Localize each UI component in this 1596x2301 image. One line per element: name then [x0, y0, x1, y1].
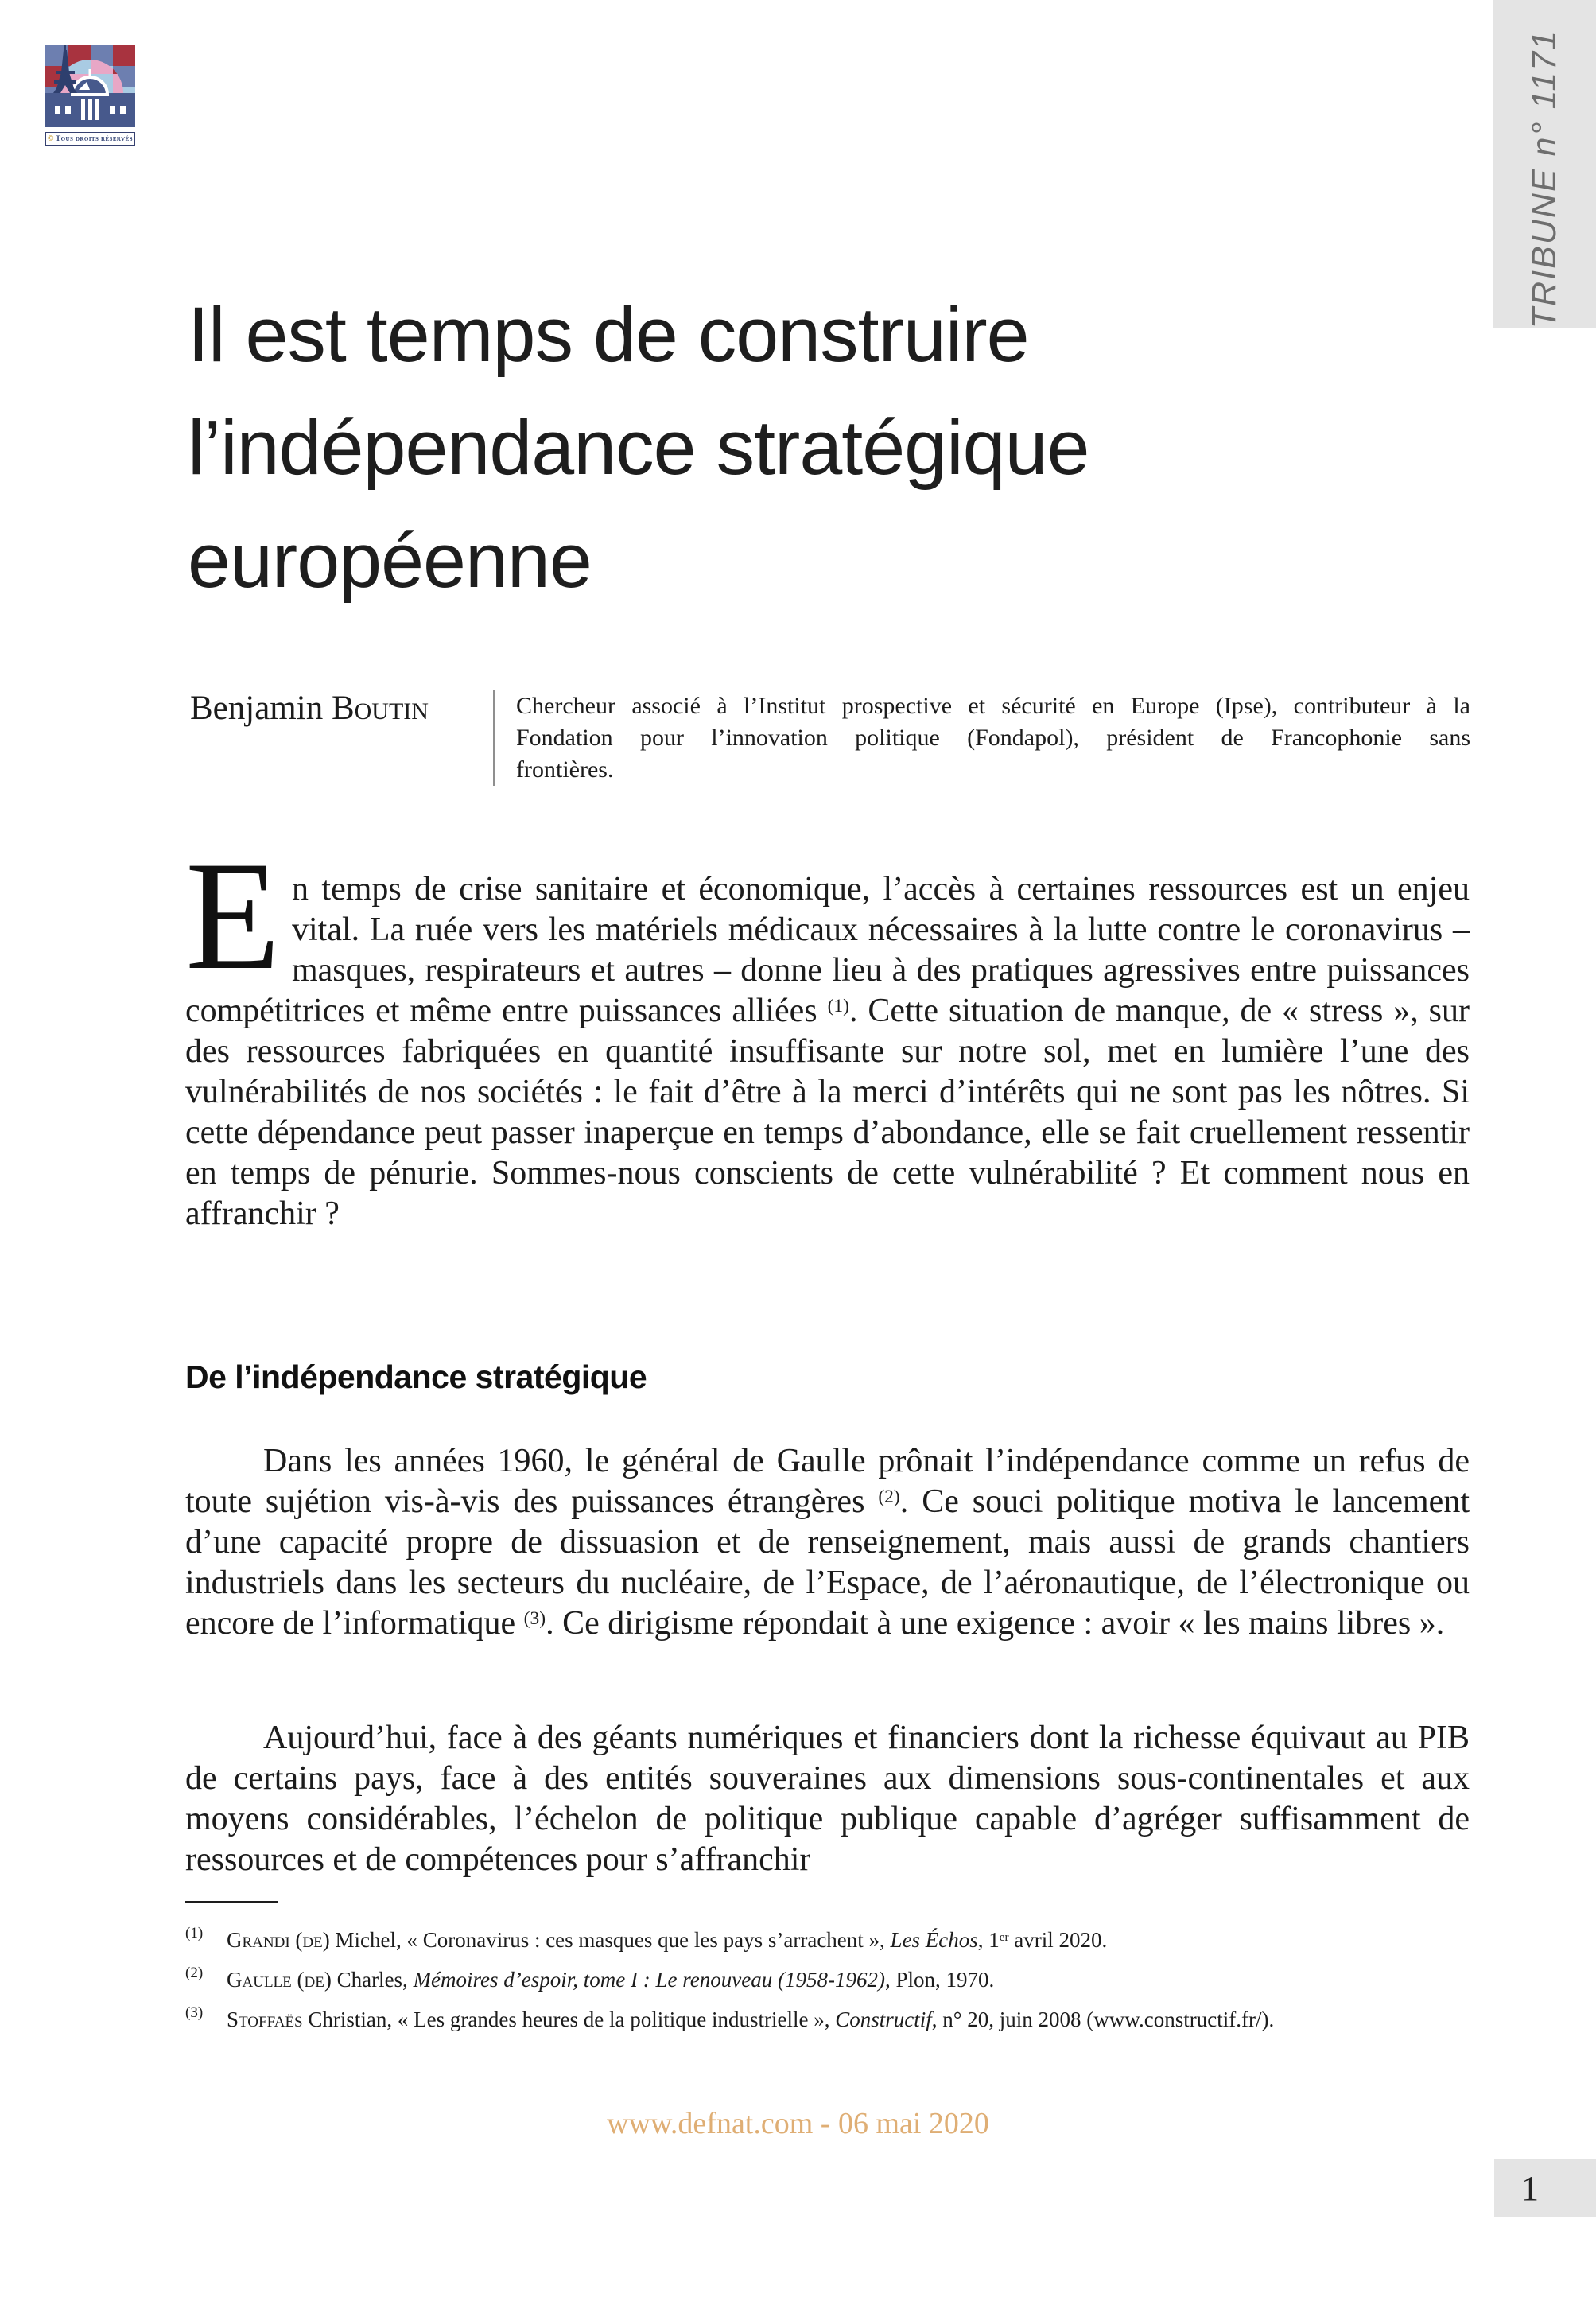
footnote — [185, 1920, 1497, 1960]
author-last-name: Boutin — [331, 690, 429, 727]
footer-url-date: www.defnat.com - 06 mai 2020 — [607, 2107, 989, 2140]
page-number-box — [1494, 2159, 1596, 2217]
bio-line: Fondation pour l’innovation politique (Fondapol), président de Francophonie sans — [516, 725, 1470, 751]
lead-paragraph-text: n temps de crise sanitaire et économique, l’accès à certaines ressources est un enjeu vital. La ruée vers les matériels médicaux nécessaires à la lutte contre le coronavirus – masques, respirateurs et autres – donne lieu à des pratiques agressives entre puissances compétitrices et même entre puissances alliées $^{(1)}$. Cette situation de manque, de « stress », sur des ressources fabriquées en quantité insuffisante sur notre sol, met en lumière l’une des vulnérabilités de nos sociétés : le fait d’être à la merci d’intérêts qui ne sont pas les nôtres. Si cette dépendance peut passer inaperçue en temps d’abondance, elle se fait cruellement ressentir en temps de pénurie. Sommes-nous conscients de cette vulnérabilité ? Et comment nous en affranchir ? — [185, 871, 1470, 1232]
footnote-marker: (3) — [185, 2004, 204, 2021]
title-line: l’indépendance stratégique — [188, 404, 1089, 491]
paragraph: Dans les années 1960, le général de Gaulle prônait l’indépendance comme un refus de toute sujétion vis-à-vis des puissances étrangères $^{(2)}$. Ce souci politique motiva le lancement d’une capacité propre de dissuasion et de renseignement, mais aussi de grands chantiers industriels dans les secteurs du nucléaire, de l’Espace, de l’aéronautique, de l’électronique ou encore de l’informatique $^{(3)}$. Ce dirigisme répondait à une exigence : avoir « les mains libres ». — [185, 1443, 1470, 1642]
tribune-side-band — [1493, 0, 1596, 328]
logo-copyright — [45, 132, 135, 146]
footnote-separator — [185, 1901, 278, 1903]
author-name — [190, 690, 472, 727]
author-first-name: Benjamin — [190, 690, 324, 727]
article-title — [188, 278, 1089, 617]
author-block — [190, 690, 1470, 786]
footnote-text: Gaulle (de) Charles, Mémoires d’espoir, tome I : Le renouveau (1958-1962), Plon, 1970. — [227, 1968, 995, 1992]
page-number: 1 — [1521, 2168, 1539, 2208]
tribune-number-label: TRIBUNE n° 1171 — [1525, 29, 1563, 328]
title-line: Il est temps de construire — [188, 291, 1029, 378]
lead-paragraph — [185, 830, 1470, 1234]
dropcap: E — [185, 830, 281, 1002]
rdn-logo — [45, 45, 135, 146]
footnotes — [185, 1920, 1497, 2039]
paragraph: Aujourd’hui, face à des géants numériques et financiers dont la richesse équivaut au PIB de certains pays, face à des entités souveraines aux dimensions sous-continentales et aux moyens considérables, l’échelon de politique publique capable d’agréger suffisamment de ressources et de compétences pour s’affranchir — [185, 1720, 1470, 1878]
bio-line: Chercheur associé à l’Institut prospective et sécurité en Europe (Ipse), contributeur à la — [516, 693, 1470, 719]
title-line: européenne — [188, 517, 592, 604]
copyright-icon: © — [48, 134, 54, 143]
footnote-marker: (2) — [185, 1965, 204, 1981]
footnote-text: Grandi (de) Michel, « Coronavirus : ces masques que les pays s’arrachent », Les Échos, 1er avril 2020. — [227, 1928, 1108, 1952]
section-heading: De l’indépendance stratégique — [185, 1358, 647, 1395]
footnote — [185, 1960, 1497, 2000]
footnote — [185, 2000, 1497, 2039]
rdn-logo-emblem — [45, 45, 135, 127]
author-divider — [493, 690, 495, 786]
bio-line: frontières. — [516, 756, 614, 783]
author-bio — [516, 690, 1470, 786]
footnote-text: Stoffaës Christian, « Les grandes heures de la politique industrielle », Constructif, n° 20, juin 2008 (www.constructif.fr/). — [227, 2008, 1275, 2031]
copyright-text: Tous droits réservés — [55, 134, 133, 143]
footnote-marker: (1) — [185, 1925, 204, 1941]
